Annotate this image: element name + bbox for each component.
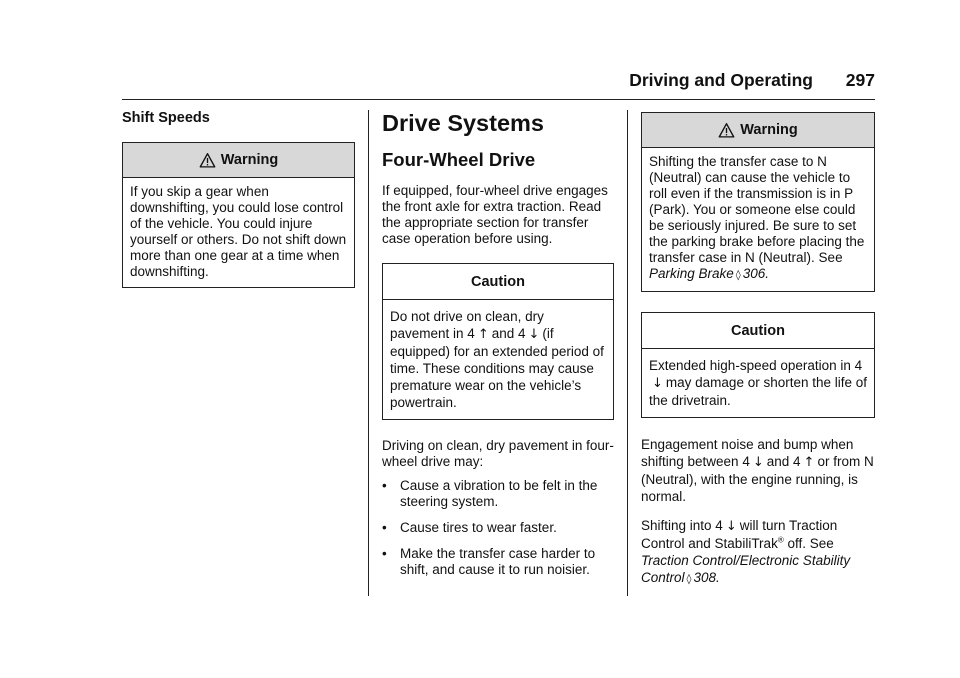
warning-title: Warning <box>220 152 279 168</box>
arrow-down-icon: ↓ <box>725 519 737 534</box>
caution-text: Do not drive on clean, dry pavement in 4 ↑ and 4 ↓ (if equipped) for an extended period of time. These conditions may cause premature wear on the vehicle’s powertrain. <box>390 309 604 410</box>
list-item: • Cause a vibration to be felt in the steering system. <box>382 478 598 509</box>
warning-text: If you skip a gear when downshifting, you could lose control of the vehicle. You could injure yourself or others. Do not shift down more than one gear at a time when downshifting. <box>130 184 347 279</box>
bullet-icon: • <box>382 546 387 561</box>
page-ref-icon: ◊ <box>735 270 741 281</box>
four-wheel-drive-intro: If equipped, four-wheel drive engages the front axle for extra traction. Read the appropriate section for transfer case operation before using. <box>382 183 608 246</box>
warning-box-neutral <box>641 112 875 292</box>
bullet-icon: • <box>382 478 387 493</box>
warning-header <box>123 143 354 178</box>
effects-list <box>382 478 614 578</box>
caution-header <box>383 264 613 300</box>
arrow-down-icon: ↓ <box>752 455 764 470</box>
list-item: • Cause tires to wear faster. <box>382 520 557 535</box>
right-column <box>641 112 875 588</box>
page-number: 297 <box>845 70 875 90</box>
page-ref[interactable]: 306. <box>742 266 770 281</box>
warning-header <box>642 113 874 148</box>
warning-icon <box>199 152 216 169</box>
arrow-down-icon: ↓ <box>528 327 540 342</box>
caution-title: Caution <box>471 273 525 290</box>
column-divider-right <box>627 110 628 596</box>
caution-box-pavement <box>382 263 614 420</box>
arrow-down-icon: ↓ <box>652 376 663 391</box>
page-header <box>122 70 875 92</box>
caution-box-highspeed <box>641 312 875 418</box>
page-ref-icon: ◊ <box>686 574 692 585</box>
four-wheel-drive-title: Four-Wheel Drive <box>382 149 536 170</box>
arrow-up-icon: ↑ <box>477 327 489 342</box>
caution-text: Extended high-speed operation in 4↓ may damage or shorten the life of the drivetrain. <box>649 358 868 408</box>
engagement-noise-text: Engagement noise and bump when shifting between 4 ↓ and 4 ↑ or from N (Neutral), with the engine running, is normal. <box>641 437 874 504</box>
registered-mark: ® <box>777 535 784 545</box>
arrow-up-icon: ↑ <box>803 455 815 470</box>
column-divider-left <box>368 110 369 596</box>
left-column <box>122 110 355 288</box>
list-intro: Driving on clean, dry pavement in four-wheel drive may: <box>382 438 614 469</box>
shift-speeds-heading: Shift Speeds <box>122 110 210 126</box>
drive-systems-title: Drive Systems <box>382 110 544 136</box>
list-item: • Make the transfer case harder to shift, and cause it to run noisier. <box>382 546 596 577</box>
parking-brake-link[interactable]: Parking Brake <box>649 266 734 281</box>
warning-icon <box>718 122 735 139</box>
page-ref[interactable]: 308. <box>693 570 720 585</box>
traction-control-link[interactable]: Traction Control/Electronic Stability Control <box>641 553 851 585</box>
bullet-icon: • <box>382 520 387 535</box>
header-divider <box>122 99 875 100</box>
warning-box-shift <box>122 142 355 288</box>
caution-title: Caution <box>731 322 785 339</box>
traction-control-text: Shifting into 4 ↓ will turn Traction Control and StabiliTrak® off. See Traction Control/Electronic Stability Control ◊ 308. <box>641 517 875 588</box>
caution-header <box>642 313 874 349</box>
section-title: Driving and Operating <box>629 70 813 90</box>
middle-column <box>382 110 614 588</box>
warning-text: Shifting the transfer case to N (Neutral) can cause the vehicle to roll even if the transmission is in P (Park). You or someone else could be seriously injured. Be sure to set the parking brake before placing the transfer case in N (Neutral). See Parking Brake ◊ 306. <box>649 154 867 284</box>
warning-title: Warning <box>740 122 798 138</box>
